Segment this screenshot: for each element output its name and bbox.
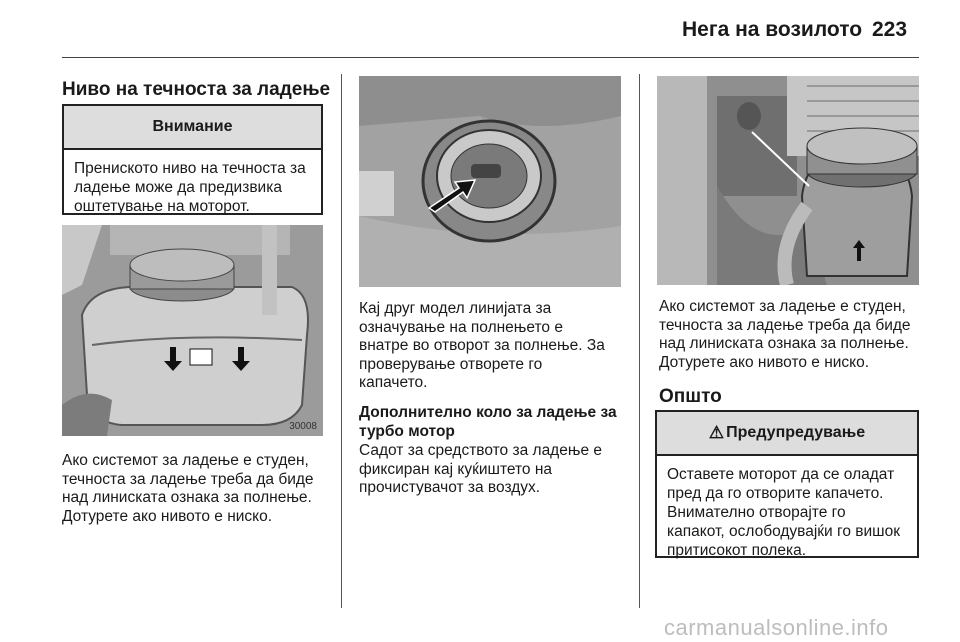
text-line: капачето. xyxy=(359,374,428,391)
subheading-turbo-circuit xyxy=(359,404,617,441)
warning-line: Внимателно отворајте го xyxy=(667,504,846,521)
warning-body xyxy=(657,456,917,560)
text-line: внатре во отворот за полнење. За xyxy=(359,337,605,354)
text-line: Дополнително коло за ладење за xyxy=(359,404,617,421)
text-line: Кај друг модел линијата за xyxy=(359,300,552,317)
text-line: турбо мотор xyxy=(359,422,455,440)
notice-title: Внимание xyxy=(64,106,321,150)
text-line: фиксиран кај куќиштето на xyxy=(359,460,553,478)
filler-neck-photo xyxy=(359,76,621,287)
text-line: Ако системот за ладење е студен, xyxy=(62,452,309,469)
filler-neck-illustration xyxy=(359,76,621,287)
warning-box xyxy=(655,410,919,558)
col1-paragraph xyxy=(62,452,314,526)
page-number: 223 xyxy=(872,18,908,41)
warning-header xyxy=(657,412,917,456)
coolant-reservoir-illustration xyxy=(62,225,323,436)
warning-title: Предупредување xyxy=(726,424,866,441)
text-line: течноста за ладење треба да биде xyxy=(62,470,314,488)
text-line: Дотурете ако нивото е ниско. xyxy=(62,507,273,525)
running-header-title: Нега на возилото xyxy=(682,18,863,41)
text-line: Ако системот за ладење е студен, xyxy=(659,298,906,315)
text-line: проверување отворете го xyxy=(359,355,543,373)
text-line: Садот за средството за ладење е xyxy=(359,442,602,459)
warning-triangle-icon: ⚠ xyxy=(708,423,725,442)
warning-line: пред да го отворите капачето. xyxy=(667,485,884,502)
notice-line: Прениското ниво на течноста за xyxy=(74,160,306,177)
column-divider-2 xyxy=(639,74,640,608)
image-code: 30008 xyxy=(289,421,317,432)
section-heading-coolant-level: Ниво на течноста за ладење xyxy=(62,79,331,100)
warning-line: Оставете моторот да се оладат xyxy=(667,466,895,483)
text-line: означување на полнењето е xyxy=(359,318,563,336)
col2-paragraph-2 xyxy=(359,442,602,498)
text-line: течноста за ладење треба да биде xyxy=(659,316,911,334)
text-line: прочистувачот за воздух. xyxy=(359,479,541,496)
notice-box xyxy=(62,104,323,215)
text-line: Дотурете ако нивото е ниско. xyxy=(659,353,870,371)
warning-line: капакот, ослободувајќи го вишок xyxy=(667,523,900,540)
text-line: над линискатa ознака за полнење. xyxy=(659,335,909,352)
engine-bay-illustration xyxy=(657,76,919,285)
col2-paragraph-1 xyxy=(359,300,605,393)
header-rule xyxy=(62,57,919,58)
col3-paragraph xyxy=(659,298,911,372)
notice-line: ладење може да предизвика xyxy=(74,179,282,196)
warning-line: притисокот полека. xyxy=(667,542,807,559)
notice-line: оштетување на моторот. xyxy=(74,198,250,215)
column-divider-1 xyxy=(341,74,342,608)
text-line: над линискатa ознака за полнење. xyxy=(62,489,312,506)
notice-body xyxy=(64,150,321,216)
watermark: carmanualsonline.info xyxy=(664,615,889,640)
section-heading-general: Општо xyxy=(659,386,722,407)
engine-bay-photo xyxy=(657,76,919,285)
coolant-reservoir-photo xyxy=(62,225,323,436)
